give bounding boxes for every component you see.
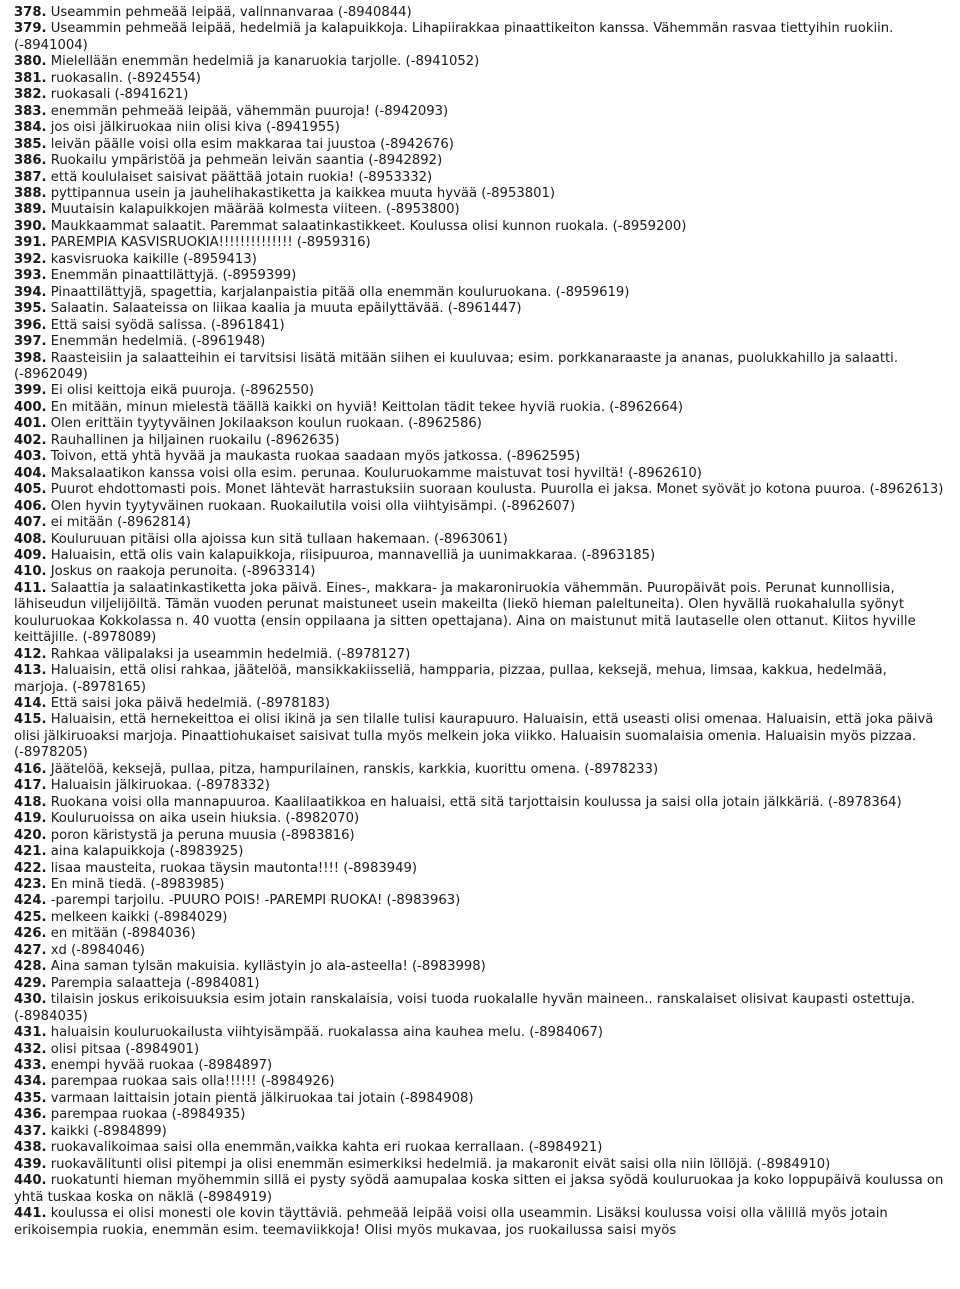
- entry-text: Parempia salaatteja (-8984081): [50, 975, 260, 991]
- response-entry: [14, 137, 944, 153]
- entry-text: leivän päälle voisi olla esim makkaraa tai juustoa (-8942676): [50, 136, 454, 152]
- entry-text: Rauhallinen ja hiljainen ruokailu (-8962635): [50, 432, 340, 448]
- entry-text: Joskus on raakoja perunoita. (-8963314): [50, 564, 316, 580]
- entry-number: 410.: [14, 564, 47, 580]
- entry-number: 409.: [14, 547, 47, 563]
- entry-text: ei mitään (-8962814): [50, 515, 191, 531]
- entry-number: 414.: [14, 696, 47, 712]
- response-entry: [14, 170, 944, 186]
- response-entry: [14, 811, 944, 827]
- entry-number: 440.: [14, 1173, 47, 1189]
- entry-number: 380.: [14, 54, 47, 70]
- entry-number: 422.: [14, 860, 47, 876]
- entry-number: 399.: [14, 383, 47, 399]
- entry-text: Enemmän hedelmiä. (-8961948): [50, 334, 266, 350]
- entry-number: 425.: [14, 909, 47, 925]
- response-entry: [14, 1157, 944, 1173]
- entry-text: Kouluruuan pitäisi olla ajoissa kun sitä tullaan hakemaan. (-8963061): [50, 531, 508, 547]
- entry-number: 395.: [14, 301, 47, 317]
- entry-text: aina kalapuikkoja (-8983925): [50, 844, 244, 860]
- entry-text: ruokatunti hieman myöhemmin sillä ei pysty syödä aamupalaa koska sitten ei jaksa syödä kouluruokaa ja koko loppupäivä koulussa on yhtä tuskaa koska on näklä (-8984919): [14, 1173, 944, 1205]
- entry-number: 426.: [14, 926, 47, 942]
- entry-number: 415.: [14, 712, 47, 728]
- entry-number: 408.: [14, 531, 47, 547]
- response-entry: [14, 21, 944, 54]
- entry-text: Useammin pehmeää leipää, valinnanvaraa (-8940844): [50, 5, 412, 20]
- entry-text: parempaa ruokaa sais olla!!!!!! (-8984926): [50, 1074, 335, 1090]
- response-entry: [14, 71, 944, 87]
- response-entry: [14, 1124, 944, 1140]
- entry-text: olisi pitsaa (-8984901): [50, 1041, 200, 1057]
- response-entry: [14, 564, 944, 580]
- entry-number: 403.: [14, 449, 47, 465]
- response-entry: [14, 54, 944, 70]
- entry-text: Pinaattilättyjä, spagettia, karjalanpaistia pitää olla enemmän kouluruokana. (-8959619): [50, 284, 630, 300]
- entry-number: 418.: [14, 794, 47, 810]
- response-entry: [14, 943, 944, 959]
- entry-number: 407.: [14, 515, 47, 531]
- entry-number: 384.: [14, 120, 47, 136]
- response-entry: [14, 663, 944, 696]
- response-entry: [14, 515, 944, 531]
- entry-number: 439.: [14, 1156, 47, 1172]
- response-entry: [14, 532, 944, 548]
- entry-text: -parempi tarjoilu. -PUURO POIS! -PAREMPI RUOKA! (-8983963): [50, 893, 461, 909]
- entry-text: Haluaisin, että olis vain kalapuikkoja, riisipuuroa, mannavelliä ja uunimakkaraa. (-8963185): [50, 547, 656, 563]
- entry-number: 430.: [14, 992, 47, 1008]
- entry-number: 389.: [14, 202, 47, 218]
- document-body: [14, 5, 944, 1239]
- entry-number: 435.: [14, 1090, 47, 1106]
- entry-number: 404.: [14, 465, 47, 481]
- entry-number: 438.: [14, 1140, 47, 1156]
- response-entry: [14, 828, 944, 844]
- entry-number: 392.: [14, 251, 47, 267]
- entry-text: kaikki (-8984899): [50, 1123, 167, 1139]
- entry-text: Useammin pehmeää leipää, hedelmiä ja kalapuikkoja. Lihapiirakkaa pinaattikeiton kanssa. Vähemmän rasvaa tiettyihin ruokiin. (-8941004): [14, 21, 894, 53]
- response-entry: [14, 383, 944, 399]
- entry-number: 427.: [14, 942, 47, 958]
- entry-number: 420.: [14, 827, 47, 843]
- entry-text: PAREMPIA KASVISRUOKIA!!!!!!!!!!!!!! (-8959316): [50, 235, 371, 251]
- response-entry: [14, 1091, 944, 1107]
- entry-text: Rahkaa välipalaksi ja useammin hedelmiä. (-8978127): [50, 646, 411, 662]
- entry-text: Maksalaatikon kanssa voisi olla esim. perunaa. Kouluruokamme maistuvat tosi hyviltä! (-8962610): [50, 465, 702, 481]
- response-entry: [14, 581, 944, 647]
- response-entry: [14, 647, 944, 663]
- entry-text: Ruokailu ympäristöä ja pehmeän leivän saantia (-8942892): [50, 153, 443, 169]
- entry-number: 434.: [14, 1074, 47, 1090]
- entry-text: En mitään, minun mielestä täällä kaikki on hyviä! Keittolan tädit tekee hyviä ruokia. (-8962664): [50, 399, 684, 415]
- entry-number: 385.: [14, 136, 47, 152]
- entry-number: 428.: [14, 959, 47, 975]
- entry-text: ruokasalin. (-8924554): [50, 70, 201, 86]
- response-entry: [14, 861, 944, 877]
- entry-number: 388.: [14, 185, 47, 201]
- entry-text: Jäätelöä, keksejä, pullaa, pitza, hampurilainen, ranskis, karkkia, kuorittu omena. (-8978233): [50, 761, 659, 777]
- entry-text: lisaa mausteita, ruokaa täysin mautonta!!!! (-8983949): [50, 860, 418, 876]
- entry-number: 432.: [14, 1041, 47, 1057]
- entry-number: 412.: [14, 646, 47, 662]
- entry-number: 396.: [14, 317, 47, 333]
- response-entry: [14, 893, 944, 909]
- entry-text: Salaatin. Salaateissa on liikaa kaalia ja muuta epäilyttävää. (-8961447): [50, 301, 522, 317]
- response-entry: [14, 334, 944, 350]
- response-entry: [14, 1173, 944, 1206]
- response-entry: [14, 1074, 944, 1090]
- entry-text: Muutaisin kalapuikkojen määrää kolmesta viiteen. (-8953800): [50, 202, 460, 218]
- entry-number: 379.: [14, 21, 47, 37]
- entry-number: 424.: [14, 893, 47, 909]
- response-entry: [14, 87, 944, 103]
- entry-text: Että saisi joka päivä hedelmiä. (-8978183): [50, 696, 331, 712]
- entry-number: 382.: [14, 87, 47, 103]
- entry-number: 405.: [14, 482, 47, 498]
- response-entry: [14, 499, 944, 515]
- response-entry: [14, 1107, 944, 1123]
- entry-number: 423.: [14, 877, 47, 893]
- response-entry: [14, 219, 944, 235]
- entry-text: haluaisin kouluruokailusta viihtyisämpää. ruokalassa aina kauhea melu. (-8984067): [50, 1025, 604, 1041]
- response-entry: [14, 844, 944, 860]
- response-entry: [14, 153, 944, 169]
- response-entry: [14, 120, 944, 136]
- response-entry: [14, 482, 944, 498]
- entry-text: enemmän pehmeää leipää, vähemmän puuroja! (-8942093): [50, 103, 449, 119]
- response-entry: [14, 1025, 944, 1041]
- entry-text: pyttipannua usein ja jauhelihakastiketta ja kaikkea muuta hyvää (-8953801): [50, 185, 556, 201]
- entry-text: jos oisi jälkiruokaa niin olisi kiva (-8941955): [50, 120, 340, 136]
- response-entry: [14, 449, 944, 465]
- entry-number: 400.: [14, 399, 47, 415]
- entry-number: 406.: [14, 498, 47, 514]
- response-entry: [14, 104, 944, 120]
- response-entry: [14, 1206, 944, 1239]
- entry-text: Toivon, että yhtä hyvää ja maukasta ruokaa saadaan myös jatkossa. (-8962595): [50, 449, 581, 465]
- entry-text: kasvisruoka kaikille (-8959413): [50, 251, 257, 267]
- entry-text: Puurot ehdottomasti pois. Monet lähtevät harrastuksiin suoraan koulusta. Puurolla ei jaksa. Monet syövät jo kotona puuroa. (-8962613): [50, 482, 944, 498]
- entry-text: Ruokana voisi olla mannapuuroa. Kaalilaatikkoa en haluaisi, että sitä tarjottaisin koulussa ja saisi olla jotain jälkkäriä. (-8978364): [50, 794, 902, 810]
- entry-text: Haluaisin jälkiruokaa. (-8978332): [50, 778, 270, 794]
- entry-number: 390.: [14, 218, 47, 234]
- response-entry: [14, 795, 944, 811]
- entry-number: 394.: [14, 284, 47, 300]
- response-entry: [14, 1140, 944, 1156]
- entry-text: varmaan laittaisin jotain pientä jälkiruokaa tai jotain (-8984908): [50, 1090, 474, 1106]
- response-entry: [14, 926, 944, 942]
- response-entry: [14, 5, 944, 21]
- entry-number: 437.: [14, 1123, 47, 1139]
- entry-text: Salaattia ja salaatinkastiketta joka päivä. Eines-, makkara- ja makaroniruokia vähemmän. Puuropäivät pois. Perunat kunnollisia, lähiseudun viljelijöiltä. Tämän vuoden perunat maistuneet usein makeilta (liekö hieman paleltuneita). Olen hyvällä ruokahalulla syönyt kouluruokaa Kokkolassa n. 40 vuotta (ensin oppilaana ja sitten opettajana). Aina on maistunut mitä lautaselle olen ottanut. Kiitos hyville keittäjille. (-8978089): [14, 580, 916, 646]
- entry-number: 401.: [14, 416, 47, 432]
- entry-number: 391.: [14, 235, 47, 251]
- entry-number: 402.: [14, 432, 47, 448]
- response-entry: [14, 466, 944, 482]
- entry-text: Olen hyvin tyytyväinen ruokaan. Ruokailutila voisi olla viihtyisämpi. (-8962607): [50, 498, 576, 514]
- entry-text: ruokasali (-8941621): [50, 87, 189, 103]
- entry-number: 441.: [14, 1206, 47, 1222]
- response-entry: [14, 992, 944, 1025]
- entry-text: tilaisin joskus erikoisuuksia esim jotain ranskalaisia, voisi tuoda ruokalalle hyvän maineen.. ranskalaiset olisivat kaupasti ostettuja. (-8984035): [14, 992, 916, 1024]
- entry-number: 429.: [14, 975, 47, 991]
- entry-number: 421.: [14, 844, 47, 860]
- entry-text: ruokavalikoimaa saisi olla enemmän,vaikka kahta eri ruokaa kerrallaan. (-8984921): [50, 1140, 603, 1156]
- entry-number: 411.: [14, 580, 47, 596]
- entry-number: 431.: [14, 1025, 47, 1041]
- response-entry: [14, 186, 944, 202]
- entry-text: poron käristystä ja peruna muusia (-8983816): [50, 827, 355, 843]
- response-entry: [14, 351, 944, 384]
- response-entry: [14, 318, 944, 334]
- response-entry: [14, 202, 944, 218]
- entry-text: että koululaiset saisivat päättää jotain ruokia! (-8953332): [50, 169, 433, 185]
- entry-number: 387.: [14, 169, 47, 185]
- response-entry: [14, 712, 944, 761]
- response-entry: [14, 696, 944, 712]
- response-entry: [14, 400, 944, 416]
- entry-number: 417.: [14, 778, 47, 794]
- entry-number: 397.: [14, 334, 47, 350]
- entry-text: koulussa ei olisi monesti ole kovin täyttäviä. pehmeää leipää voisi olla useammin. Lisäksi koulussa voisi olla välillä myös jotain erikoisempia ruokia, enemmän esim. teemaviikkoja! Olisi myös mukavaa, jos ruokailussa saisi myös: [14, 1206, 888, 1238]
- entry-number: 398.: [14, 350, 47, 366]
- response-entry: [14, 877, 944, 893]
- entry-text: Mielellään enemmän hedelmiä ja kanaruokia tarjolle. (-8941052): [50, 54, 480, 70]
- entry-text: Enemmän pinaattilättyjä. (-8959399): [50, 268, 297, 284]
- entry-number: 378.: [14, 5, 47, 20]
- entry-text: Että saisi syödä salissa. (-8961841): [50, 317, 285, 333]
- response-entry: [14, 235, 944, 251]
- entry-number: 383.: [14, 103, 47, 119]
- entry-text: Haluaisin, että olisi rahkaa, jäätelöä, mansikkakiisseliä, hampparia, pizzaa, pullaa, keksejä, mehua, limsaa, kakkua, hedelmää, marjoja. (-8978165): [14, 663, 887, 695]
- response-entry: [14, 910, 944, 926]
- response-entry: [14, 976, 944, 992]
- response-entry: [14, 301, 944, 317]
- entry-number: 413.: [14, 663, 47, 679]
- response-entry: [14, 778, 944, 794]
- entry-text: En minä tiedä. (-8983985): [50, 877, 225, 893]
- entry-number: 419.: [14, 811, 47, 827]
- entry-text: parempaa ruokaa (-8984935): [50, 1107, 246, 1123]
- response-entry: [14, 548, 944, 564]
- response-entry: [14, 1058, 944, 1074]
- entry-number: 386.: [14, 153, 47, 169]
- entry-text: enempi hyvää ruokaa (-8984897): [50, 1058, 273, 1073]
- response-entry: [14, 762, 944, 778]
- response-entry: [14, 285, 944, 301]
- response-entry: [14, 416, 944, 432]
- entry-text: xd (-8984046): [50, 942, 145, 958]
- entry-text: en mitään (-8984036): [50, 926, 196, 942]
- response-entry: [14, 252, 944, 268]
- entry-text: melkeen kaikki (-8984029): [50, 909, 228, 925]
- response-entry: [14, 959, 944, 975]
- entry-number: 381.: [14, 70, 47, 86]
- entry-number: 393.: [14, 268, 47, 284]
- entry-text: Kouluruoissa on aika usein hiuksia. (-8982070): [50, 811, 360, 827]
- entry-text: Haluaisin, että hernekeittoa ei olisi ikinä ja sen tilalle tulisi kaurapuuro. Haluaisin, että useasti olisi omenaa. Haluaisin, että joka päivä olisi jälkiruoaksi marjoja. Pinaattiohukaiset saisivat tulla myös melkein joka viikko. Haluaisin suomalaisia omenia. Haluaisin myös pizzaa. (-8978205): [14, 712, 934, 761]
- entry-text: ruokavälitunti olisi pitempi ja olisi enemmän esimerkiksi hedelmiä. ja makaronit eivät saisi olla niin löllöjä. (-8984910): [50, 1156, 831, 1172]
- entry-text: Olen erittäin tyytyväinen Jokilaakson koulun ruokaan. (-8962586): [50, 416, 482, 432]
- entry-text: Maukkaammat salaatit. Paremmat salaatinkastikkeet. Koulussa olisi kunnon ruokala. (-8959200): [50, 218, 687, 234]
- entry-number: 433.: [14, 1058, 47, 1073]
- response-entry: [14, 433, 944, 449]
- entry-text: Aina saman tylsän makuisia. kyllästyin jo ala-asteella! (-8983998): [50, 959, 486, 975]
- entry-number: 416.: [14, 761, 47, 777]
- response-entry: [14, 1042, 944, 1058]
- entry-text: Ei olisi keittoja eikä puuroja. (-8962550): [50, 383, 315, 399]
- entry-text: Raasteisiin ja salaatteihin ei tarvitsisi lisätä mitään siihen ei kuuluvaa; esim. porkkanaraaste ja ananas, puolukkahillo ja salaatti. (-8962049): [14, 350, 899, 382]
- response-entry: [14, 268, 944, 284]
- entry-number: 436.: [14, 1107, 47, 1123]
